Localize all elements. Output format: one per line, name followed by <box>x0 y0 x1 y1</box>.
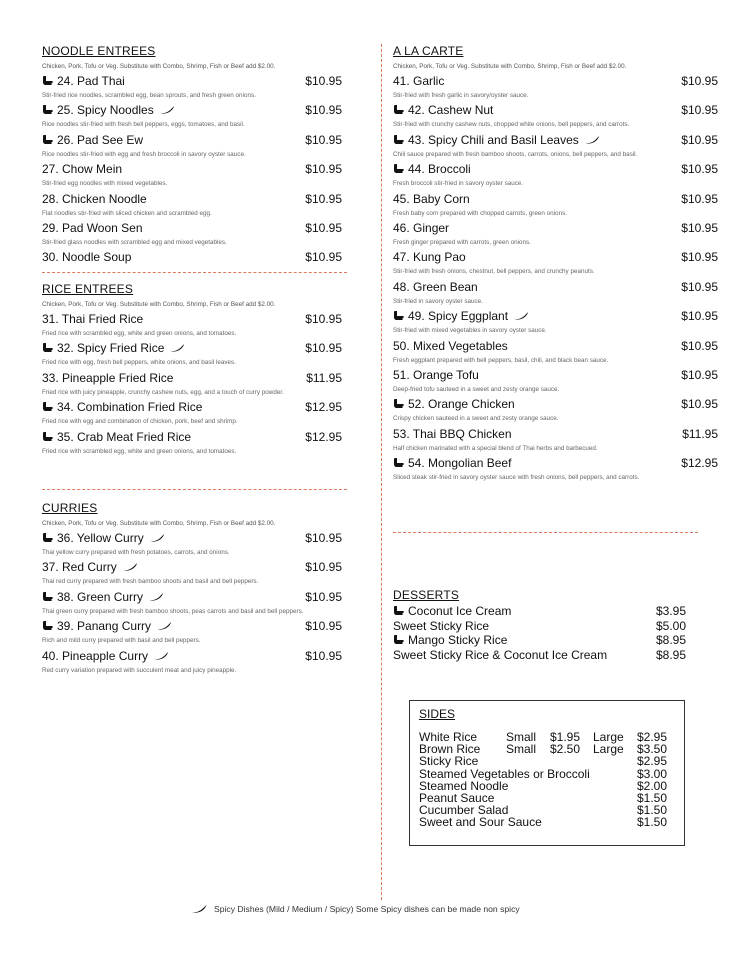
menu-item <box>42 430 342 459</box>
side-large-label: Large <box>593 730 624 744</box>
column-divider <box>381 44 382 900</box>
item-price: $10.95 <box>681 397 718 412</box>
item-price: $10.95 <box>681 191 718 206</box>
item-name <box>393 309 529 323</box>
item-name <box>42 74 125 88</box>
item-name-text: 34. Combination Fried Rice <box>57 400 203 415</box>
side-name: Sweet and Sour Sauce <box>419 815 542 830</box>
item-name-text: Mango Sticky Rice <box>408 633 508 648</box>
item-price: $10.95 <box>305 191 342 206</box>
menu-item <box>393 339 718 368</box>
item-name-text: 42. Cashew Nut <box>408 103 494 118</box>
item-description: Stir-fried glass noodles with scrambled egg and mixed vegetables. <box>42 238 227 246</box>
chili-pepper-icon <box>584 135 600 145</box>
side-name: White Rice <box>419 730 478 744</box>
item-name <box>42 400 202 414</box>
item-price: $10.95 <box>681 132 718 147</box>
menu-item <box>42 250 342 279</box>
menu-item <box>42 341 342 370</box>
item-price: $10.95 <box>305 648 342 663</box>
item-name-text: 24. Pad Thai <box>57 74 125 88</box>
item-name-text: 35. Crab Meat Fried Rice <box>57 429 192 444</box>
pointing-hand-icon <box>393 457 405 469</box>
item-price: $10.95 <box>305 589 342 604</box>
item-name-text: 49. Spicy Eggplant <box>408 309 509 324</box>
side-price: $1.50 <box>637 815 668 830</box>
item-name <box>42 312 143 326</box>
menu-item <box>42 103 342 132</box>
menu-item <box>393 309 718 338</box>
item-name <box>42 649 169 663</box>
item-name-text: 31. Thai Fried Rice <box>42 312 144 326</box>
chili-pepper-icon <box>169 343 185 353</box>
item-name <box>42 430 191 444</box>
item-name <box>393 221 449 235</box>
item-name-text: 51. Orange Tofu <box>393 367 479 382</box>
item-name <box>393 103 493 117</box>
menu-items <box>42 531 342 678</box>
item-name <box>42 103 175 117</box>
side-small-label: Small <box>506 730 537 744</box>
side-item <box>419 792 669 804</box>
pointing-hand-icon <box>42 401 54 413</box>
menu-item <box>393 162 718 191</box>
item-price: $10.95 <box>305 341 342 356</box>
item-description: Red curry variation prepared with succulent meat and juicy pineapple. <box>42 666 237 674</box>
item-name-text: Coconut Ice Cream <box>408 604 512 618</box>
section-note: Chicken, Pork, Tofu or Veg. Substitute with Combo, Shrimp, Fish or Beef add $2.00. <box>42 63 276 70</box>
rice-entrees-section <box>42 282 342 459</box>
side-item <box>419 755 669 767</box>
item-description: Stir-fried with crunchy cashew nuts, chopped white onions, bell peppers, and carrots. <box>393 121 630 129</box>
side-item <box>419 780 669 792</box>
item-price: $10.95 <box>305 531 342 545</box>
item-name <box>42 250 131 264</box>
section-title: CURRIES <box>42 501 98 515</box>
item-price: $10.95 <box>305 312 342 326</box>
item-name <box>393 619 489 633</box>
menu-item <box>42 560 342 589</box>
menu-item <box>393 74 718 103</box>
item-description: Thai red curry prepared with fresh bamboo shoots and basil and bell peppers. <box>42 578 259 586</box>
item-price: $11.95 <box>682 426 718 441</box>
item-description: Fried rice with scrambled egg, white and green onions, and tomatoes. <box>42 447 237 455</box>
a-la-carte-section <box>393 44 718 485</box>
side-item <box>419 768 669 780</box>
section-divider <box>42 489 347 490</box>
item-price: $10.95 <box>681 220 718 235</box>
side-price: $3.00 <box>637 766 668 781</box>
pointing-hand-icon <box>42 104 54 116</box>
menu-item <box>393 221 718 250</box>
menu-item <box>393 280 718 309</box>
menu-item <box>42 221 342 250</box>
menu-item <box>393 250 718 279</box>
item-description: Fresh baby corn prepared with chopped carrots, green onions. <box>393 209 567 217</box>
item-name-text: 28. Chicken Noodle <box>42 191 147 206</box>
pointing-hand-icon <box>42 134 54 146</box>
pointing-hand-icon <box>393 104 405 116</box>
item-name <box>393 604 511 618</box>
item-description: Rice noodles stir-fried with fresh bell peppers, eggs, tomatoes, and basil. <box>42 121 245 129</box>
item-description: Thai green curry prepared with fresh bamboo shoots, peas carrots and basil and bell peppers. <box>42 607 304 615</box>
item-name-text: 38. Green Curry <box>57 589 144 604</box>
item-name-text: 41. Garlic <box>393 74 445 88</box>
item-description: Fried rice with egg, fresh bell peppers, white onions, and basil leaves. <box>42 359 236 367</box>
item-name <box>42 371 173 385</box>
pointing-hand-icon <box>42 591 54 603</box>
side-item <box>419 743 669 755</box>
item-description: Flat noodles stir-fried with sliced chicken and scrambled egg. <box>42 209 212 217</box>
item-name-text: 27. Chow Mein <box>42 162 123 177</box>
pointing-hand-icon <box>393 398 405 410</box>
item-name <box>42 531 165 545</box>
item-description: Stir-fried egg noodles with mixed vegetables. <box>42 180 168 188</box>
item-name <box>393 162 471 176</box>
item-price: $10.95 <box>681 250 718 265</box>
item-description: Fresh eggplant prepared with bell peppers, basil, chili, and black bean sauce. <box>393 356 609 364</box>
section-title: NOODLE ENTREES <box>42 44 156 58</box>
section-title: A LA CARTE <box>393 44 464 58</box>
menu-item <box>42 74 342 103</box>
menu-item <box>42 133 342 162</box>
item-price: $5.00 <box>655 618 686 633</box>
item-name <box>393 280 478 294</box>
chili-pepper-icon <box>153 651 169 661</box>
noodle-entrees-section <box>42 44 342 280</box>
dessert-item <box>393 619 686 634</box>
item-description: Stir-fried with fresh onions, chestnut, bell peppers, and crunchy peanuts. <box>393 268 595 276</box>
item-price: $10.95 <box>681 309 718 324</box>
menu-item <box>393 456 718 485</box>
chili-pepper-icon <box>122 562 138 572</box>
item-price: $10.95 <box>681 279 718 294</box>
section-note: Chicken, Pork, Tofu or Veg. Substitute with Combo, Shrimp, Fish or Beef add $2.00. <box>42 520 276 527</box>
dessert-items <box>393 604 686 662</box>
chili-pepper-icon <box>156 621 172 631</box>
item-name <box>42 162 122 176</box>
item-price: $10.95 <box>305 103 342 118</box>
item-name <box>42 619 172 633</box>
item-description: Chili sauce prepared with fresh bamboo shoots, carrots, onions, bell peppers, and basil. <box>393 150 638 158</box>
item-price: $10.95 <box>305 220 342 235</box>
side-small-label: Small <box>506 742 537 757</box>
menu-item <box>393 368 718 397</box>
item-price: $10.95 <box>305 132 342 147</box>
item-description: Fried rice with juicy pineapple, crunchy cashew nuts, egg, and a touch of curry powder. <box>42 388 284 396</box>
item-price: $12.95 <box>681 456 718 471</box>
pointing-hand-icon <box>42 620 54 632</box>
side-price: $3.50 <box>637 742 668 757</box>
side-large-label: Large <box>593 742 624 757</box>
item-name <box>42 221 143 235</box>
sides-box <box>409 700 685 846</box>
item-name-text: 54. Mongolian Beef <box>408 456 512 471</box>
dessert-item <box>393 604 686 619</box>
item-name-text: 37. Red Curry <box>42 560 117 575</box>
item-price: $12.95 <box>305 429 342 444</box>
chili-pepper-icon <box>148 592 164 602</box>
item-name-text: 29. Pad Woon Sen <box>42 220 143 235</box>
menu-item <box>42 400 342 429</box>
side-price: $2.00 <box>637 778 668 793</box>
pointing-hand-icon <box>393 163 405 175</box>
item-name-text: 45. Baby Corn <box>393 191 470 206</box>
item-name-text: 32. Spicy Fried Rice <box>57 341 165 356</box>
item-name <box>42 560 138 574</box>
dessert-item <box>393 648 686 663</box>
menu-item <box>42 619 342 648</box>
dessert-item <box>393 633 686 648</box>
menu-item <box>42 371 342 400</box>
menu-item <box>42 590 342 619</box>
menu-items <box>42 312 342 459</box>
section-title: RICE ENTREES <box>42 282 134 296</box>
item-description: Thai yellow curry prepared with fresh potatoes, carrots, and onions. <box>42 549 230 556</box>
item-name <box>393 339 508 353</box>
section-divider <box>393 532 698 533</box>
item-name-text: 46. Ginger <box>393 220 450 235</box>
item-name-text: 50. Mixed Vegetables <box>393 338 508 353</box>
side-item <box>419 816 669 828</box>
item-price: $8.95 <box>655 633 686 648</box>
section-title: DESSERTS <box>393 588 460 602</box>
item-price: $8.95 <box>655 647 686 662</box>
desserts-section <box>393 588 686 662</box>
item-description: Deep-fried tofu sauteed in a sweet and zesty orange sauce. <box>393 385 560 393</box>
item-name <box>42 341 185 355</box>
pointing-hand-icon <box>42 75 54 87</box>
item-name <box>393 250 466 264</box>
item-price: $10.95 <box>681 74 718 88</box>
item-description: Fresh ginger prepared with carrots, green onions. <box>393 238 531 246</box>
item-name-text: 52. Orange Chicken <box>408 397 515 412</box>
item-price: $12.95 <box>305 400 342 415</box>
pointing-hand-icon <box>42 532 54 544</box>
pointing-hand-icon <box>42 431 54 443</box>
item-price: $3.95 <box>655 604 686 618</box>
item-name-text: Sweet Sticky Rice & Coconut Ice Cream <box>393 647 608 662</box>
item-price: $11.95 <box>306 370 342 385</box>
item-name-text: 25. Spicy Noodles <box>57 103 154 118</box>
item-price: $10.95 <box>305 560 342 575</box>
chili-pepper-icon <box>159 105 175 115</box>
pointing-hand-icon <box>393 634 405 646</box>
item-name-text: 39. Panang Curry <box>57 619 152 634</box>
item-name <box>393 633 507 647</box>
item-description: Rich and mild curry prepared with basil and bell peppers. <box>42 637 201 645</box>
side-small: $1.95 <box>550 730 581 744</box>
menu-items <box>393 74 718 485</box>
item-name <box>393 456 511 470</box>
item-name <box>42 590 164 604</box>
legend-text: Spicy Dishes (Mild / Medium / Spicy) Some Spicy dishes can be made non spicy <box>214 904 520 914</box>
menu-item <box>393 397 718 426</box>
side-name: Steamed Noodle <box>419 778 509 793</box>
chili-pepper-icon <box>149 533 165 543</box>
menu-item <box>393 103 718 132</box>
item-price: $10.95 <box>305 162 342 177</box>
menu-item <box>42 312 342 341</box>
item-name-text: 43. Spicy Chili and Basil Leaves <box>408 132 579 147</box>
item-description: Fried rice with egg and combination of chicken, pork, beef and shrimp. <box>42 418 238 426</box>
menu-item <box>42 162 342 191</box>
item-description: Sliced steak stir-fried in savory oyster sauce with fresh onions, bell peppers, and carrots. <box>393 474 640 482</box>
item-name <box>42 192 147 206</box>
pointing-hand-icon <box>393 134 405 146</box>
item-description: Half chicken marinated with a special blend of Thai herbs and barbecued. <box>393 444 598 452</box>
menu-item <box>393 427 718 456</box>
item-name <box>393 427 512 441</box>
item-name <box>393 397 515 411</box>
item-description: Fresh broccoli stir-fried in savory oyster sauce. <box>393 180 524 188</box>
side-price: $2.95 <box>637 730 668 744</box>
side-small: $2.50 <box>550 742 581 757</box>
item-price: $10.95 <box>681 162 718 177</box>
item-name <box>393 648 607 662</box>
item-price: $10.95 <box>305 250 342 265</box>
pointing-hand-icon <box>393 310 405 322</box>
side-name: Sticky Rice <box>419 754 479 769</box>
side-price: $1.50 <box>637 803 668 818</box>
item-price: $10.95 <box>681 103 718 118</box>
item-name-text: 48. Green Bean <box>393 279 478 294</box>
item-description: Rice noodles stir-fried with egg and fresh broccoli in savory oyster sauce. <box>42 150 246 158</box>
side-item <box>419 731 669 743</box>
side-name: Cucumber Salad <box>419 803 509 818</box>
section-note: Chicken, Pork, Tofu or Veg. Substitute with Combo, Shrimp, Fish or Beef add $2.00. <box>42 301 276 308</box>
item-description: Crispy chicken sauteed in a sweet and zesty orange sauce. <box>393 415 559 423</box>
spicy-legend <box>190 904 520 914</box>
item-description: Fried rice with scrambled egg, white and green onions, and tomatoes. <box>42 330 237 337</box>
item-name-text: 36. Yellow Curry <box>57 531 144 545</box>
item-description: Stir-fried with mixed vegetables in savory oyster sauce. <box>393 327 547 335</box>
item-name-text: 33. Pineapple Fried Rice <box>42 370 174 385</box>
item-name <box>42 133 143 147</box>
chili-pepper-icon <box>513 311 529 321</box>
item-price: $10.95 <box>681 338 718 353</box>
item-name-text: 53. Thai BBQ Chicken <box>393 426 512 441</box>
menu-item <box>42 192 342 221</box>
item-name <box>393 368 479 382</box>
item-name <box>393 74 444 88</box>
item-name <box>393 133 600 147</box>
pointing-hand-icon <box>42 342 54 354</box>
menu-items <box>42 74 342 280</box>
menu-item <box>393 192 718 221</box>
side-name: Steamed Vegetables or Broccoli <box>419 766 590 781</box>
menu-item <box>42 649 342 678</box>
item-price: $10.95 <box>305 619 342 634</box>
side-price: $1.50 <box>637 791 668 805</box>
item-description: Stir-fried rice noodles, scrambled egg, bean sprouts, and fresh green onions. <box>42 92 256 99</box>
menu-item <box>42 531 342 560</box>
item-name-text: 30. Noodle Soup <box>42 250 132 265</box>
chili-pepper-icon <box>190 904 208 914</box>
item-price: $10.95 <box>305 74 342 88</box>
item-description: Stir-fried with fresh garlic in savory/oyster sauce. <box>393 92 529 99</box>
side-name: Brown Rice <box>419 742 481 757</box>
curries-section <box>42 501 342 678</box>
item-name-text: Sweet Sticky Rice <box>393 618 490 633</box>
item-name <box>393 192 470 206</box>
item-name-text: 26. Pad See Ew <box>57 132 144 147</box>
section-note: Chicken, Pork, Tofu or Veg. Substitute with Combo, Shrimp, Fish or Beef add $2.00. <box>393 63 627 70</box>
side-name: Peanut Sauce <box>419 791 495 805</box>
menu-item <box>393 133 718 162</box>
pointing-hand-icon <box>393 605 405 617</box>
side-price: $2.95 <box>637 754 668 769</box>
item-name-text: 40. Pineapple Curry <box>42 648 149 663</box>
item-name-text: 44. Broccoli <box>408 162 471 177</box>
item-description: Stir-fried in savory oyster sauce. <box>393 297 483 305</box>
side-item <box>419 804 669 816</box>
item-name-text: 47. Kung Pao <box>393 250 466 265</box>
item-price: $10.95 <box>681 367 718 382</box>
section-title: SIDES <box>419 707 456 721</box>
